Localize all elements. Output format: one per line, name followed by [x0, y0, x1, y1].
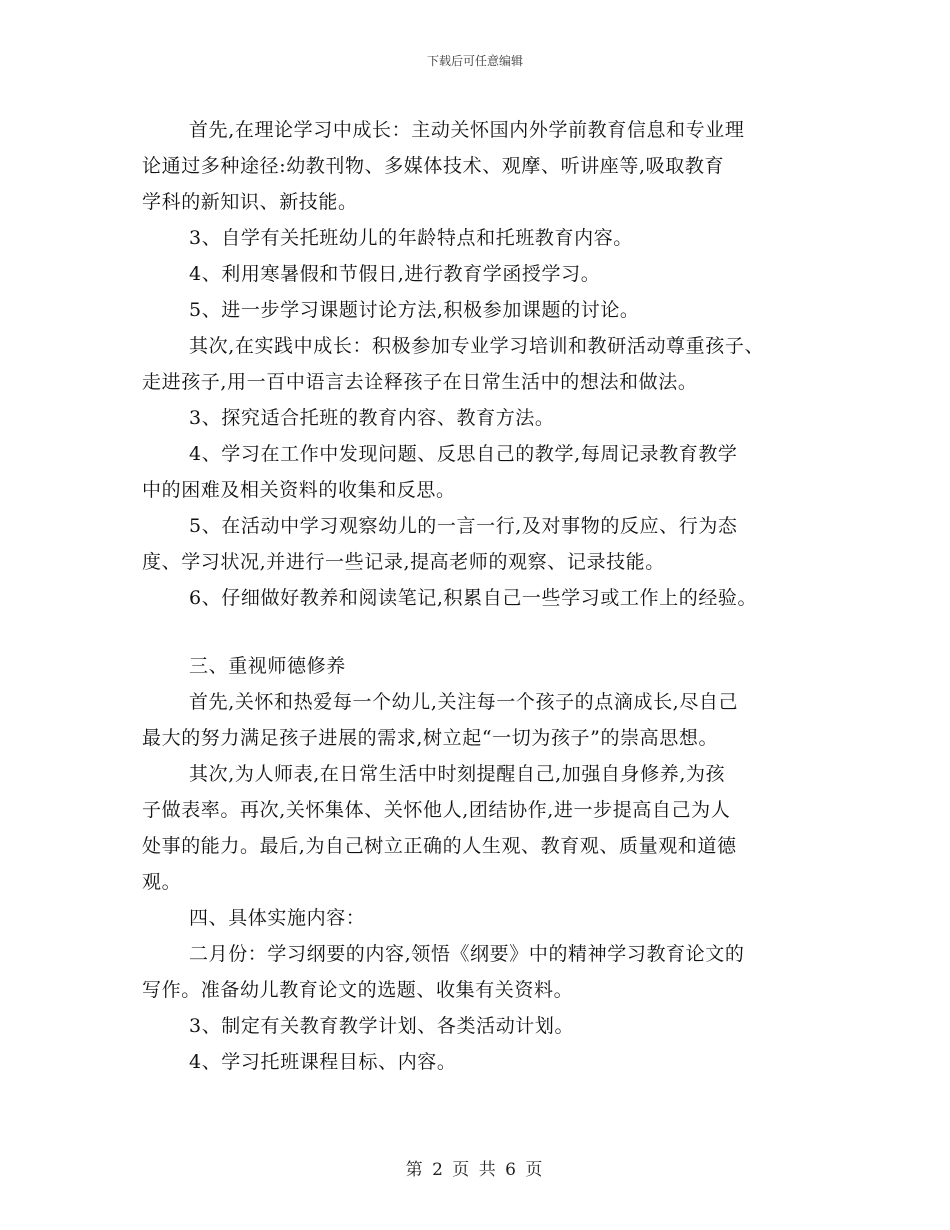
paragraph — [142, 1008, 822, 1044]
paragraph-line: 其次,在实践中成长：积极参加专业学习培训和教研活动尊重孩子、 — [189, 335, 765, 357]
paragraph-line: 处事的能力。最后,为自己树立正确的人生观、教育观、质量观和道德 — [142, 835, 737, 857]
paragraph — [142, 1044, 822, 1080]
paragraph-line: 观。 — [142, 871, 182, 893]
paragraph — [142, 292, 822, 328]
paragraph — [142, 936, 822, 1008]
document-body — [142, 112, 822, 1080]
section-gap — [142, 616, 822, 648]
paragraph-line: 中的困难及相关资料的收集和反思。 — [142, 479, 456, 501]
paragraph-line: 首先,关怀和热爱每一个幼儿,关注每一个孩子的点滴成长,尽自己 — [189, 691, 739, 713]
section-heading-line: 四、具体实施内容： — [189, 907, 366, 929]
paragraph — [142, 400, 822, 436]
paragraph-line: 6、仔细做好教养和阅读笔记,积累自己一些学习或工作上的经验。 — [189, 587, 758, 609]
paragraph-line: 4、利用寒暑假和节假日,进行教育学函授学习。 — [189, 263, 601, 285]
paragraph-line: 度、学习状况,并进行一些记录,提高老师的观察、记录技能。 — [142, 551, 665, 573]
paragraph-line: 子做表率。再次,关怀集体、关怀他人,团结协作,进一步提高自己为人 — [142, 799, 731, 821]
paragraph-line: 3、自学有关托班幼儿的年龄特点和托班教育内容。 — [189, 227, 633, 249]
paragraph-line: 学科的新知识、新技能。 — [142, 191, 358, 213]
paragraph-line: 其次,为人师表,在日常生活中时刻提醒自己,加强自身修养,为孩 — [189, 763, 726, 785]
section-heading — [142, 648, 822, 684]
paragraph-line: 写作。准备幼儿教育论文的选题、收集有关资料。 — [142, 979, 574, 1001]
paragraph — [142, 684, 822, 756]
paragraph-line: 4、学习在工作中发现问题、反思自己的教学,每周记录教育教学 — [189, 443, 738, 465]
paragraph — [142, 220, 822, 256]
paragraph — [142, 508, 822, 580]
paragraph-line: 走进孩子,用一百中语言去诠释孩子在日常生活中的想法和做法。 — [142, 371, 698, 393]
page-number-footer: 第 2 页 共 6 页 — [405, 1160, 545, 1180]
paragraph-line: 二月份：学习纲要的内容,领悟《纲要》中的精神学习教育论文的 — [189, 943, 745, 965]
paragraph — [142, 756, 822, 900]
paragraph-line: 首先,在理论学习中成长：主动关怀国内外学前教育信息和专业理 — [189, 119, 745, 141]
paragraph — [142, 436, 822, 508]
paragraph-line: 论通过多种途径:幼教刊物、多媒体技术、观摩、听讲座等,吸取教育 — [142, 155, 725, 177]
paragraph-line: 5、进一步学习课题讨论方法,积极参加课题的讨论。 — [189, 299, 640, 321]
section-heading — [142, 900, 822, 936]
paragraph — [142, 580, 822, 616]
paragraph-line: 4、学习托班课程目标、内容。 — [189, 1051, 457, 1073]
paragraph — [142, 328, 822, 400]
paragraph-line: 3、制定有关教育教学计划、各类活动计划。 — [189, 1015, 575, 1037]
paragraph-line: 3、探究适合托班的教育内容、教育方法。 — [189, 407, 555, 429]
paragraph — [142, 256, 822, 292]
page-header: 下载后可任意编辑 — [426, 54, 523, 68]
paragraph-line: 最大的努力满足孩子进展的需求,树立起“一切为孩子”的崇高思想。 — [142, 727, 719, 749]
paragraph — [142, 112, 822, 220]
paragraph-line: 5、在活动中学习观察幼儿的一言一行,及对事物的反应、行为态 — [189, 515, 738, 537]
section-heading-line: 三、重视师德修养 — [189, 655, 346, 677]
